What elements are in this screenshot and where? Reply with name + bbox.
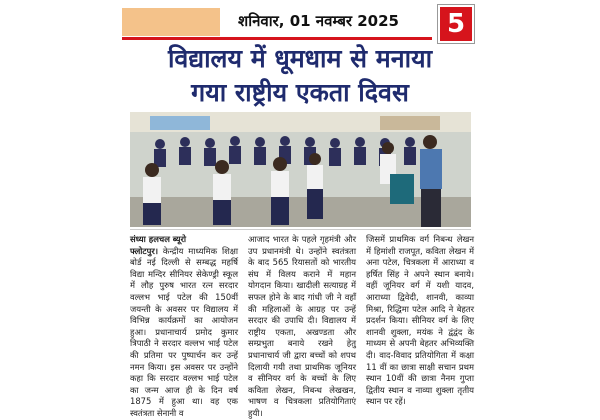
students-taking-pledge-image xyxy=(130,112,471,227)
article-column-2: आजाद भारत के पहले गृहमंत्री और उप प्रधानमंत्री थे। उन्होंने स्वतंत्रता के बाद 565 रियासतों को भारतीय संघ में विलय कराने में महान योगदान किया। खादीली सत्याग्रह में सफल होने के बाद गांधी जी ने वहाँ की महिलाओं के आग्रह पर उन्हें सरदार की उपाधि दी। विद्यालय में राष्ट्रीय एकता, अखण्डता और सम्प्रभुता बनाये रखने हेतु प्रधानाचार्य जी द्वारा बच्चों को शपथ दिलायी गयी तथा प्राथमिक जूनियर व सीनियर वर्ग के बच्चों के लिए कविता लेखन, निबन्ध लेखखन, भाषण व चित्रकला प्रतियोगिताएं हुयी। xyxy=(248,234,356,418)
article-column-1-text: केन्द्रीय माध्यमिक शिक्षा बोर्ड नई दिल्ली से सम्बद्ध महर्षि विद्या मन्दिर सीनियर सेकेण्ड्री स्कूल में लौह पुरुष भारत रत्न सरदार वल्लभ भाई पटेल की 150वीं जयन्ती के अवसर पर विद्यालय में विभिन्न कार्यक्रमों का आयोजन हुआ। प्रधानाचार्य प्रमोद कुमार त्रिपाठी ने सरदार वल्लभ भाई पटेल की प्रतिमा पर पुष्पार्चन कर उन्हें नमन किया। इस अवसर पर उन्होंने कहा कि सरदार वल्लभ भाई पटेल का जन्म आज ही के दिन वर्ष 1875 में हुआ था। वह एक स्वतंत्रता सेनानी व xyxy=(130,245,238,418)
article-column-1 xyxy=(130,234,238,420)
headline-line-2: गया राष्ट्रीय एकता दिवस xyxy=(191,78,409,107)
article-body xyxy=(130,230,474,418)
byline: संध्या हलचल ब्यूरो xyxy=(130,234,187,244)
headline-line-1: विद्यालय में धूमधाम से मनाया xyxy=(167,44,433,73)
article-photo xyxy=(130,112,471,227)
issue-date: शनिवार, 01 नवम्बर 2025 xyxy=(238,12,399,30)
dateline: फ्लोटपुर। xyxy=(130,245,159,256)
date-bar-accent xyxy=(122,8,220,36)
page-number-badge: 5 xyxy=(438,5,474,43)
article-column-3: जिसमें प्राथमिक वर्ग निबन्ध लेखन में हिमांशी राजपूत, कविता लेखन में अना पटेल, चित्रकला में आराध्या व हर्षित सिंह ने अपने स्थान बनाये। वहीं जूनियर वर्ग में यशी यादव, आराध्या द्विवेदी, शानवी, काव्या मिश्रा, रिद्धिमा पटेल आदि ने बेहतर प्रदर्शन किया। सीनियर वर्ग के लिए शानवी शुक्ला, मयंक ने द्वंद्वंद के माध्यम से अपनी बेहतर अभिव्यक्ति दी। वाद-विवाद प्रतियोगिता में कक्षा 11 वीं का छात्रा साक्षी सचान प्रथम स्थान 10वीं की छात्रा नैनम गुप्ता द्वितीय स्थान व नाव्या शुक्ला तृतीय स्थान पर रहें। xyxy=(366,234,474,407)
headline xyxy=(120,42,480,110)
